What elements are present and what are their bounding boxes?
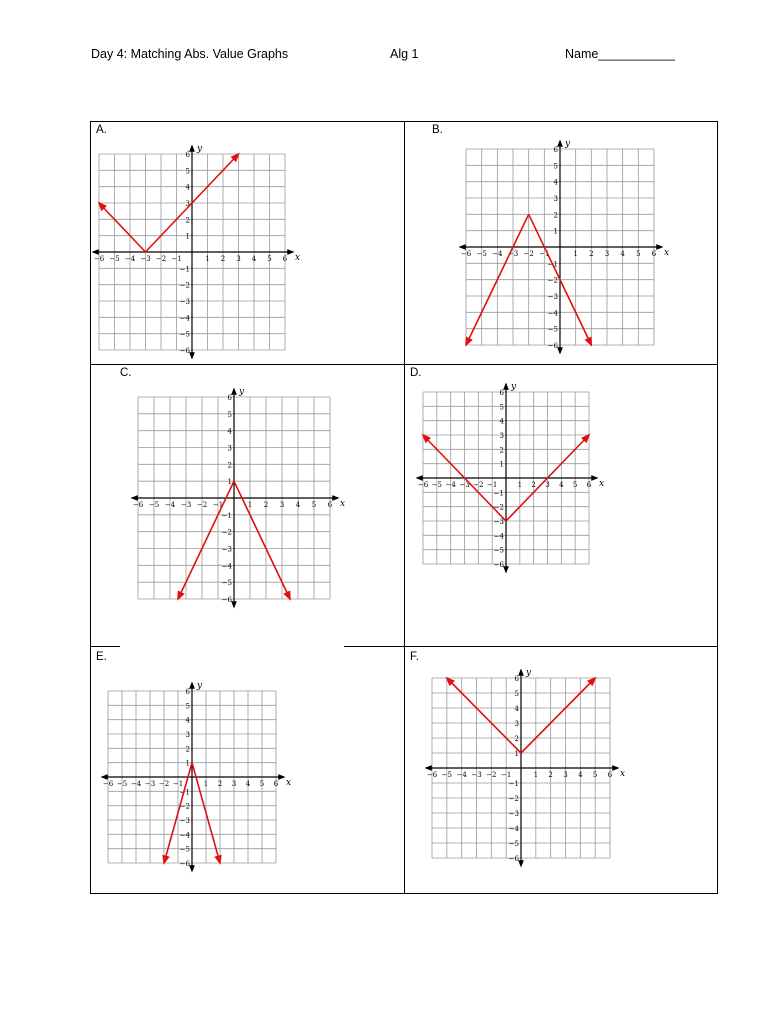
x-tick-label: 4 (559, 481, 564, 489)
x-tick-label: −3 (459, 481, 470, 489)
y-tick-label: 1 (227, 478, 232, 487)
worksheet-title: Day 4: Matching Abs. Value Graphs (91, 47, 289, 61)
y-tick-label: 3 (514, 720, 519, 728)
x-axis-name: x (286, 778, 292, 788)
y-tick-label: −4 (221, 562, 232, 571)
y-tick-label: −4 (547, 309, 558, 318)
x-tick-label: 1 (205, 255, 210, 263)
y-tick-label: 6 (185, 151, 190, 159)
y-tick-label: −5 (179, 330, 190, 339)
x-tick-label: −2 (523, 250, 534, 258)
graph-label-a: A. (96, 124, 107, 136)
x-tick-label: −5 (476, 250, 487, 258)
x-tick-label: 2 (217, 780, 223, 788)
x-tick-label: −4 (124, 255, 136, 263)
y-tick-label: 4 (553, 178, 558, 187)
x-tick-label: 2 (548, 771, 553, 779)
y-tick-label: −3 (547, 293, 558, 301)
x-tick-label: −5 (109, 255, 120, 263)
x-tick-label: 5 (267, 255, 272, 263)
x-tick-label: −3 (140, 255, 151, 263)
x-axis-name: x (340, 499, 346, 509)
x-tick-label: 5 (592, 771, 598, 779)
x-tick-label: 6 (282, 255, 288, 263)
x-tick-label: 3 (563, 771, 568, 779)
x-tick-label: 5 (636, 250, 641, 258)
x-tick-label: 1 (203, 780, 209, 788)
name-field[interactable]: Name___________ (565, 47, 675, 61)
y-tick-label: −5 (493, 546, 504, 555)
y-tick-label: −6 (179, 860, 190, 868)
y-tick-label: 2 (185, 216, 190, 225)
y-axis-name: y (239, 387, 245, 397)
y-tick-label: −2 (508, 795, 519, 803)
x-tick-label: −5 (148, 501, 160, 509)
abs-graph-left-ray (99, 203, 146, 252)
y-tick-label: 6 (227, 394, 232, 402)
y-tick-label: 5 (185, 167, 190, 176)
y-tick-label: −2 (179, 802, 190, 811)
y-tick-label: 3 (499, 432, 504, 440)
x-tick-label: −1 (212, 501, 224, 509)
y-tick-label: 6 (514, 675, 519, 683)
x-tick-label: 2 (263, 501, 269, 509)
x-tick-label: 6 (607, 771, 613, 779)
y-tick-label: 6 (553, 146, 558, 154)
y-tick-label: 3 (185, 200, 190, 208)
x-tick-label: 6 (327, 501, 333, 509)
graph-c (128, 387, 346, 609)
y-tick-label: 6 (499, 389, 504, 397)
center-divider (404, 121, 405, 894)
y-tick-label: 1 (185, 232, 190, 241)
x-tick-label: 5 (311, 501, 317, 509)
y-tick-label: 2 (514, 735, 519, 743)
x-tick-label: −3 (144, 780, 156, 788)
x-tick-label: −6 (132, 501, 144, 509)
y-tick-label: 4 (514, 705, 519, 713)
y-tick-label: 5 (185, 702, 190, 711)
y-tick-label: −6 (221, 596, 232, 604)
y-tick-label: 3 (185, 731, 190, 739)
x-tick-label: 1 (247, 501, 253, 509)
x-tick-label: 4 (578, 771, 583, 779)
y-tick-label: −6 (547, 342, 558, 350)
x-tick-label: −6 (102, 780, 114, 788)
y-tick-label: −4 (493, 532, 504, 541)
x-tick-label: 5 (572, 481, 578, 489)
y-tick-label: 4 (185, 183, 190, 192)
graph-label-e: E. (96, 651, 107, 663)
y-tick-label: 6 (185, 688, 190, 696)
x-tick-label: −2 (196, 501, 208, 509)
y-tick-label: −1 (179, 265, 190, 274)
y-tick-label: −3 (493, 518, 504, 526)
y-tick-label: −5 (221, 579, 232, 588)
y-tick-label: 2 (499, 446, 504, 455)
x-tick-label: 2 (589, 250, 594, 258)
x-tick-label: 3 (231, 780, 237, 788)
y-tick-label: −5 (508, 840, 519, 848)
x-tick-label: −1 (487, 481, 498, 489)
y-tick-label: −6 (508, 855, 519, 863)
graph-panel-grid (90, 121, 718, 894)
x-tick-label: 6 (273, 780, 279, 788)
row-divider-2-left (90, 646, 120, 647)
y-tick-label: 4 (185, 716, 190, 725)
x-tick-label: −6 (426, 771, 438, 779)
graph-e (98, 681, 292, 873)
x-tick-label: −5 (116, 780, 128, 788)
y-tick-label: −6 (179, 347, 190, 355)
y-tick-label: −2 (179, 281, 190, 290)
y-tick-label: −1 (508, 780, 519, 788)
x-tick-label: 2 (220, 255, 226, 263)
y-tick-label: 5 (553, 162, 558, 171)
x-tick-label: 1 (517, 481, 523, 489)
x-tick-label: −1 (171, 255, 182, 263)
y-tick-label: 4 (499, 417, 504, 426)
y-tick-label: 5 (499, 403, 504, 412)
page-header (91, 47, 691, 65)
y-tick-label: 2 (227, 461, 232, 470)
y-tick-label: −5 (179, 845, 190, 854)
abs-graph-left-ray (447, 678, 521, 753)
x-tick-label: 4 (245, 780, 251, 788)
x-tick-label: 3 (604, 250, 610, 258)
y-tick-label: 1 (499, 460, 504, 469)
x-tick-label: −2 (158, 780, 170, 788)
graph-f (422, 668, 626, 868)
y-tick-label: −2 (221, 528, 232, 537)
y-tick-label: −2 (547, 276, 558, 285)
x-tick-label: 4 (251, 255, 257, 263)
y-axis-name: y (197, 681, 203, 691)
y-tick-label: −1 (547, 260, 558, 269)
graph-label-f: F. (410, 651, 419, 663)
y-tick-label: −3 (179, 817, 190, 825)
x-tick-label: 2 (531, 481, 536, 489)
x-tick-label: −2 (486, 771, 497, 779)
y-axis-name: y (565, 139, 571, 149)
x-tick-label: 3 (545, 481, 550, 489)
x-tick-label: −3 (471, 771, 482, 779)
row-divider-2-right (344, 646, 718, 647)
y-tick-label: −6 (493, 561, 504, 569)
y-tick-label: −3 (221, 545, 232, 554)
x-axis-name: x (620, 769, 626, 779)
x-tick-label: 4 (295, 501, 301, 509)
x-tick-label: −3 (180, 501, 192, 509)
course-label: Alg 1 (390, 47, 419, 61)
x-tick-label: 5 (259, 780, 265, 788)
y-tick-label: −3 (179, 298, 190, 306)
x-tick-label: −4 (456, 771, 467, 779)
y-axis-name: y (197, 144, 203, 154)
y-tick-label: 5 (514, 690, 519, 698)
x-tick-label: −6 (93, 255, 105, 263)
x-axis-name: x (599, 479, 605, 489)
y-tick-label: −2 (493, 503, 504, 512)
x-tick-label: −1 (539, 250, 550, 258)
y-tick-label: 2 (185, 745, 190, 754)
x-tick-label: 6 (586, 481, 592, 489)
graph-label-b: B. (432, 124, 443, 136)
x-tick-label: −6 (417, 481, 429, 489)
x-tick-label: 3 (236, 255, 241, 263)
y-tick-label: 1 (185, 759, 190, 768)
graph-label-c: C. (120, 367, 132, 379)
y-tick-label: 2 (553, 211, 558, 220)
x-tick-label: −6 (460, 250, 472, 258)
y-tick-label: 3 (227, 444, 232, 453)
outer-right-border (717, 121, 718, 893)
x-tick-label: 3 (279, 501, 285, 509)
graph-label-d: D. (410, 367, 422, 379)
y-tick-label: 5 (227, 410, 232, 419)
y-tick-label: −3 (508, 810, 519, 818)
x-tick-label: −2 (155, 255, 167, 263)
abs-graph-right-ray (521, 678, 595, 753)
x-tick-label: −2 (473, 481, 484, 489)
x-tick-label: 1 (533, 771, 539, 779)
graph-b (456, 139, 670, 355)
graph-d (413, 382, 605, 574)
x-tick-label: −1 (501, 771, 512, 779)
y-tick-label: 1 (553, 227, 558, 236)
x-tick-label: 6 (651, 250, 657, 258)
graph-a (89, 144, 301, 360)
y-axis-name: y (511, 382, 517, 392)
x-tick-label: −3 (507, 250, 519, 258)
y-tick-label: −5 (547, 325, 558, 334)
x-tick-label: −4 (492, 250, 503, 258)
y-tick-label: −1 (179, 788, 190, 797)
x-axis-name: x (664, 248, 670, 258)
y-axis-name: y (526, 668, 532, 678)
x-tick-label: −4 (130, 780, 142, 788)
x-tick-label: 4 (620, 250, 625, 258)
x-tick-label: 1 (573, 250, 578, 258)
x-tick-label: −4 (164, 501, 176, 509)
y-tick-label: −4 (179, 314, 190, 323)
y-tick-label: −1 (221, 511, 232, 520)
y-tick-label: 4 (227, 427, 232, 436)
x-tick-label: −4 (445, 481, 456, 489)
row-divider-1 (90, 364, 718, 365)
y-tick-label: 1 (514, 750, 519, 758)
x-tick-label: −1 (172, 780, 184, 788)
y-tick-label: −4 (508, 825, 519, 833)
y-tick-label: −1 (493, 489, 504, 498)
y-tick-label: 3 (553, 195, 558, 203)
x-axis-name: x (295, 253, 301, 263)
x-tick-label: −5 (431, 481, 442, 489)
y-tick-label: −4 (179, 831, 190, 840)
x-tick-label: −5 (441, 771, 452, 779)
